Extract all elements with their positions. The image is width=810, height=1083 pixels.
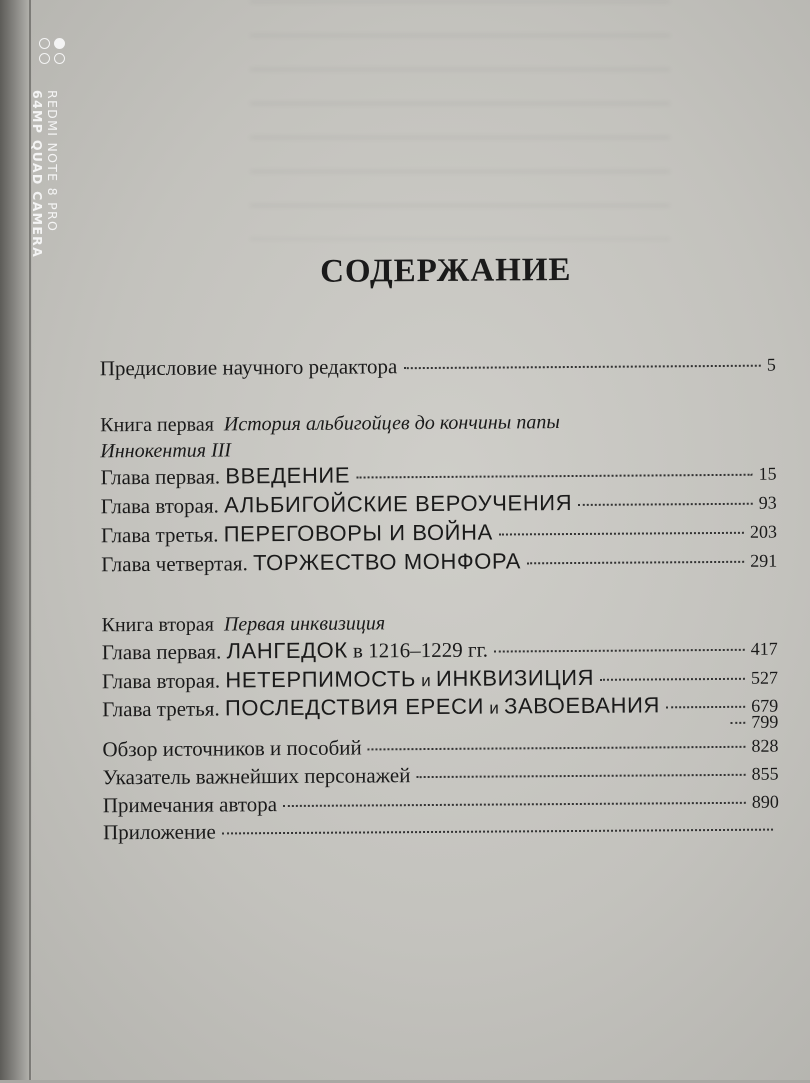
toc-page-number: 203 — [749, 521, 778, 542]
dot-leader — [416, 774, 745, 778]
dot-leader — [356, 474, 752, 479]
chapter-prefix: Глава первая. — [101, 639, 222, 665]
dot-leader — [730, 722, 745, 724]
chapter-title: ЛАНГЕДОК — [226, 637, 348, 664]
toc-label: Указатель важнейших персонажей — [102, 763, 411, 790]
chapter-title-conjunction: и — [489, 698, 499, 718]
chapter-title-part-b: ЗАВОЕВАНИЯ — [503, 692, 661, 719]
chapter-title: ПЕРЕГОВОРЫ И ВОЙНА — [223, 519, 493, 547]
dot-leader — [222, 829, 773, 835]
book-two-heading — [102, 612, 386, 637]
toc-row-chapter — [101, 547, 777, 583]
chapter-title-part-b: ИНКВИЗИЦИЯ — [435, 664, 595, 691]
toc-label — [100, 463, 350, 491]
book-one-prefix: Книга первая — [100, 413, 214, 437]
book-one-title-line1: История альбигойцев до кончины папы — [223, 411, 560, 436]
toc-page-number: 855 — [751, 763, 779, 784]
toc-label: Приложение — [102, 819, 216, 845]
toc-page-number: 890 — [751, 791, 779, 812]
toc-row-preface — [100, 352, 776, 388]
dot-leader — [403, 365, 761, 369]
toc-label — [102, 665, 594, 694]
toc-label: Примечания автора — [102, 792, 278, 818]
toc-page-number: 5 — [766, 354, 776, 375]
toc-page-number: 291 — [750, 550, 778, 571]
toc-page-number: 679 — [751, 695, 779, 716]
chapter-title-part-a: ПОСЛЕДСТВИЯ ЕРЕСИ — [224, 693, 485, 721]
toc-page-number: 93 — [758, 492, 777, 513]
dot-leader — [600, 678, 745, 681]
watermark-line-model: REDMI NOTE 8 PRO — [45, 90, 60, 233]
toc-label — [101, 520, 493, 549]
book-one-heading — [100, 411, 560, 437]
toc-label — [101, 490, 573, 519]
book-two-title: Первая инквизиция — [223, 612, 386, 636]
chapter-title: ТОРЖЕСТВО МОНФОРА — [252, 548, 522, 576]
toc-label — [101, 548, 521, 577]
dot-leader — [578, 503, 753, 506]
toc-label — [102, 637, 488, 666]
chapter-title-part-a: НЕТЕРПИМОСТЬ — [225, 666, 417, 693]
chapter-prefix: Глава вторая. — [101, 668, 221, 694]
toc-page-number: 527 — [750, 667, 779, 688]
chapter-prefix: Глава третья. — [102, 696, 220, 722]
book-one-heading-continued — [100, 439, 231, 463]
chapter-prefix: Глава третья. — [100, 522, 219, 548]
chapter-title-conjunction: и — [421, 670, 431, 691]
toc-label: Обзор источников и пособий — [102, 735, 362, 762]
page-title: СОДЕРЖАНИЕ — [319, 252, 572, 290]
dot-leader — [494, 649, 745, 653]
dot-leader — [499, 532, 744, 536]
watermark-line-camera: 64MP QUAD CAMERA — [30, 90, 45, 259]
dot-leader — [368, 746, 746, 751]
toc-page-number: 15 — [758, 463, 777, 484]
chapter-title: АЛЬБИГОЙСКИЕ ВЕРОУЧЕНИЯ — [224, 490, 573, 518]
chapter-prefix: Глава первая. — [100, 464, 221, 490]
toc-row-appendix — [103, 816, 779, 852]
toc-page-number: 417 — [750, 638, 778, 659]
toc-page-number: 799 — [751, 711, 779, 732]
dot-leader — [666, 706, 745, 709]
chapter-prefix: Глава вторая. — [100, 493, 219, 519]
toc-label: Предисловие научного редактора — [99, 354, 398, 381]
chapter-title: ВВЕДЕНИЕ — [225, 462, 351, 489]
toc-page-number: 828 — [751, 735, 779, 756]
chapter-title-suffix: в 1216–1229 гг. — [352, 637, 489, 663]
book-two-prefix: Книга вторая — [101, 613, 214, 637]
dot-leader — [527, 561, 744, 565]
chapter-prefix: Глава четвертая. — [101, 551, 248, 577]
dot-leader — [283, 802, 746, 807]
book-one-title-line2: Иннокентия III — [100, 439, 232, 463]
